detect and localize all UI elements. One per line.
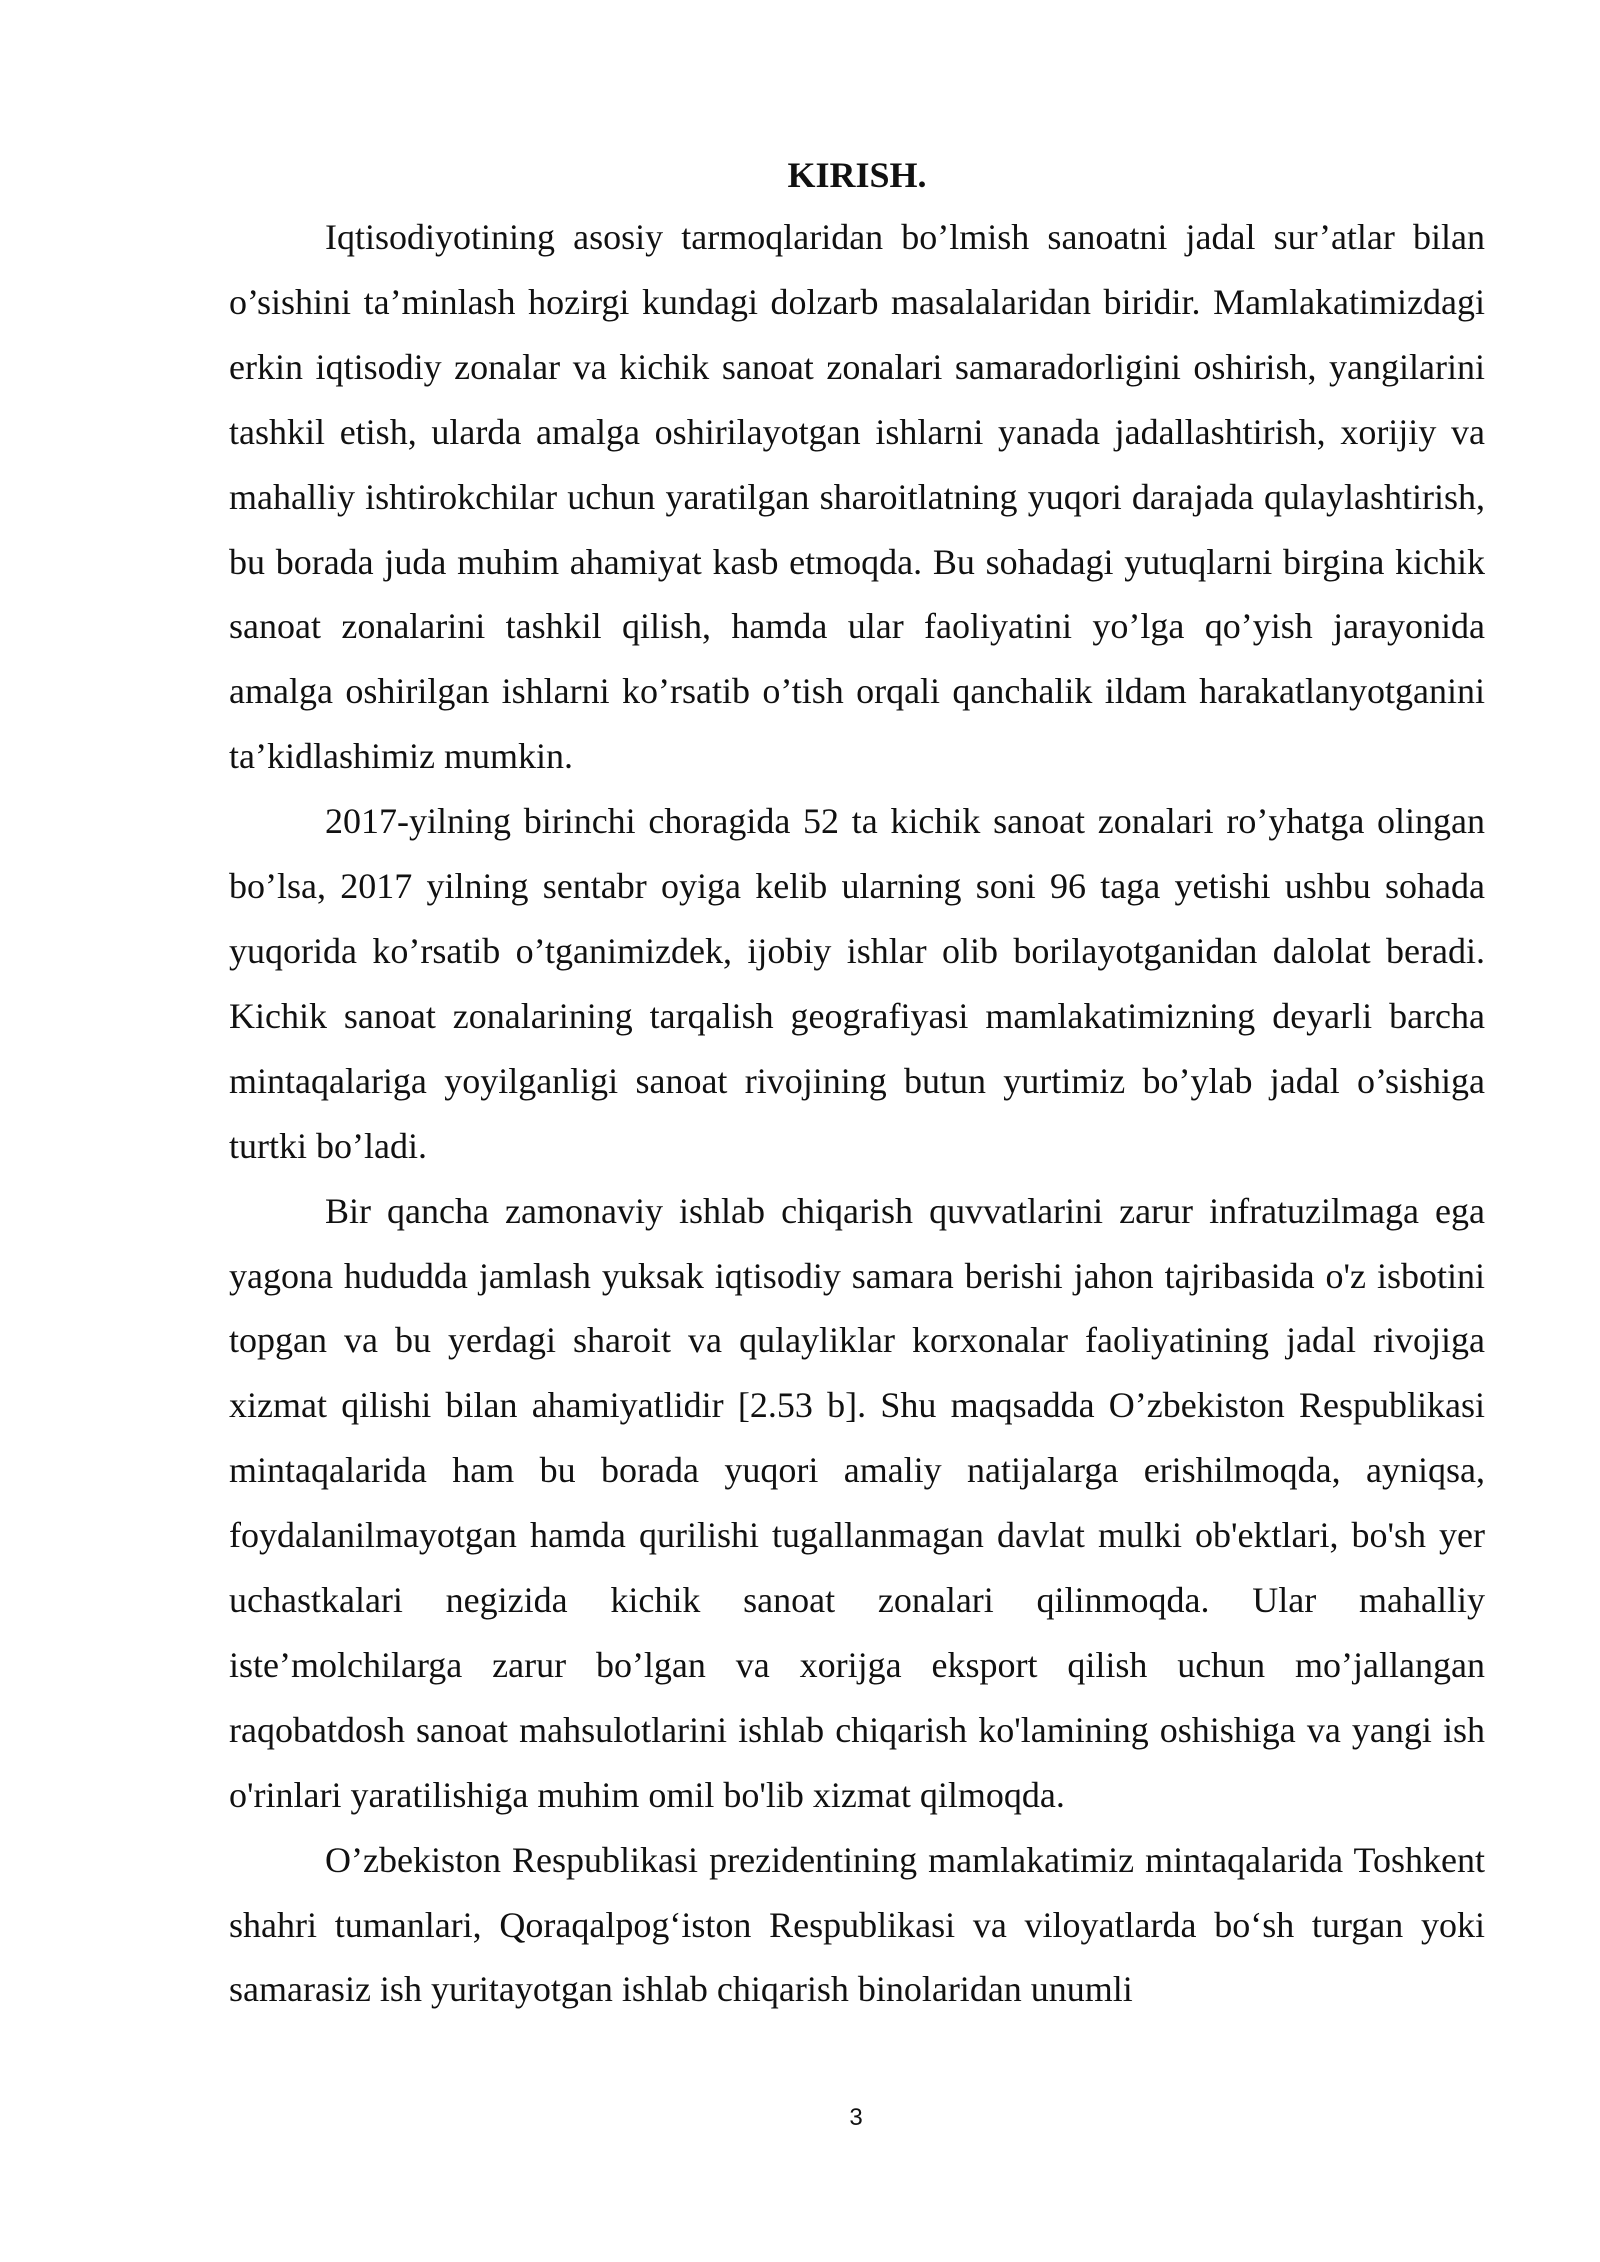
page-content <box>229 150 1485 2022</box>
page-title: KIRISH. <box>787 155 927 195</box>
paragraph-1: Iqtisodiyotining asosiy tarmoqlaridan bo’lmish sanoatni jadal sur’atlar bilan o’sishini ta’minlash hozirgi kundagi dolzarb masalalaridan biridir. Mamlakatimizdagi erkin iqtisodiy zonalar va kichik sanoat zonalari samaradorligini oshirish, yangilarini tashkil etish, ularda amalga oshirilayotgan ishlarni yanada jadallashtirish, xorijiy va mahalliy ishtirokchilar uchun yaratilgan sharoitlatning yuqori darajada qulaylashtirish, bu borada juda muhim ahamiyat kasb etmoqda. Bu sohadagi yutuqlarni birgina kichik sanoat zonalarini tashkil qilish, hamda ular faoliyatini yo’lga qo’yish jarayonida amalga oshirilgan ishlarni ko’rsatib o’tish orqali qanchalik ildam harakatlanyotganini ta’kidlashimiz mumkin. <box>229 217 1485 777</box>
paragraph-3: Bir qancha zamonaviy ishlab chiqarish quvvatlarini zarur infratuzilmaga ega yagona hududda jamlash yuksak iqtisodiy samara berishi jahon tajribasida o'z isbotini topgan va bu yerdagi sharoit va qulayliklar korxonalar faoliyatining jadal rivojiga xizmat qilishi bilan ahamiyatlidir [2.53 b]. Shu maqsadda O’zbekiston Respublikasi mintaqalarida ham bu borada yuqori amaliy natijalarga erishilmoqda, ayniqsa, foydalanilmayotgan hamda qurilishi tugallanmagan davlat mulki ob'ektlari, bo'sh yer uchastkalari negizida kichik sanoat zonalari qilinmoqda. Ular mahalliy iste’molchilarga zarur bo’lgan va xorijga eksport qilish uchun mo’jallangan raqobatdosh sanoat mahsulotlarini ishlab chiqarish ko'lamining oshishiga va yangi ish o'rinlari yaratilishiga muhim omil bo'lib xizmat qilmoqda. <box>229 1190 1485 1815</box>
paragraph-4: O’zbekiston Respublikasi prezidentining mamlakatimiz mintaqalarida Toshkent shahri tumanlari, Qoraqalpog‘iston Respublikasi va viloyatlarda bo‘sh turgan yoki samarasiz ish yuritayotgan ishlab chiqarish binolaridan unumli <box>229 1839 1485 2010</box>
page-number: 3 <box>849 2104 863 2131</box>
paragraph-2: 2017-yilning birinchi choragida 52 ta kichik sanoat zonalari ro’yhatga olingan bo’lsa, 2017 yilning sentabr oyiga kelib ularning soni 96 taga yetishi ushbu sohada yuqorida ko’rsatib o’tganimizdek, ijobiy ishlar olib borilayotganidan dalolat beradi. Kichik sanoat zonalarining tarqalish geografiyasi mamlakatimizning deyarli barcha mintaqalariga yoyilganligi sanoat rivojining butun yurtimiz bo’ylab jadal o’sishiga turtki bo’ladi. <box>229 801 1485 1166</box>
